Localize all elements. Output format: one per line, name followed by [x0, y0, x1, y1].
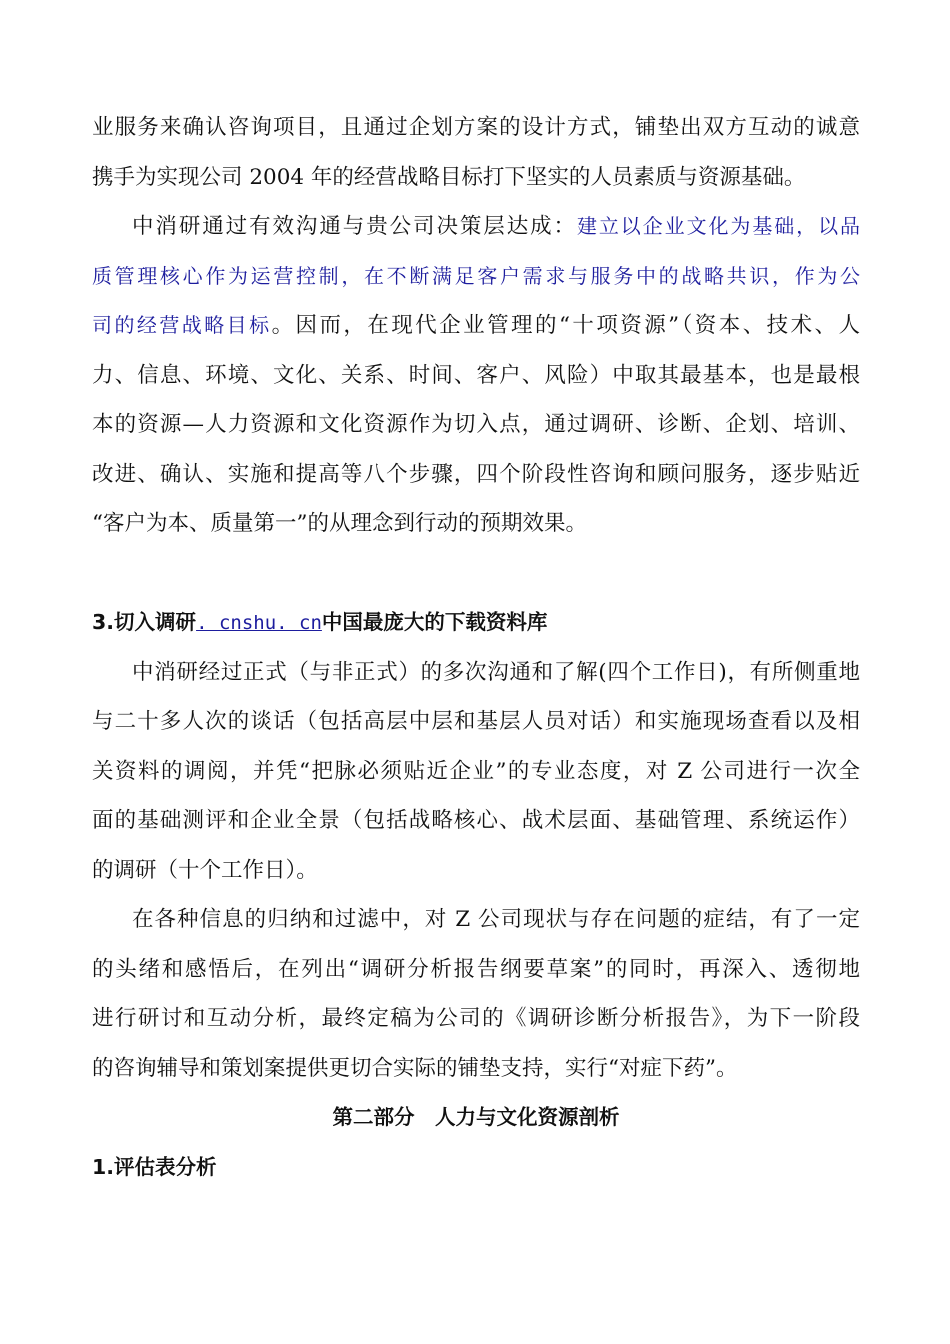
body-text-line: 进行研讨和互动分析，最终定稿为公司的《调研诊断分析报告》，为下一阶段 — [92, 1006, 860, 1031]
subsection-heading: 1.评估表分析 — [92, 1154, 217, 1179]
body-text-line: 携手为实现公司 2004 年的经营战略目标打下坚实的人员素质与资源基础。 — [92, 164, 806, 190]
body-text-line — [92, 301, 860, 351]
body-text: 。因而，在现代企业管理的“十项资源”（资本、技术、人 — [271, 313, 860, 338]
body-text-line: 力、信息、环境、文化、关系、时间、客户、风险）中取其最基本，也是最根 — [92, 362, 860, 388]
body-text-line: 中消研经过正式（与非正式）的多次沟通和了解(四个工作日)，有所侧重地 — [132, 659, 860, 685]
body-text-line: 关资料的调阅，并凭“把脉必须贴近企业”的专业态度，对 Z 公司进行一次全 — [92, 758, 860, 784]
body-text: 中消研通过有效沟通与贵公司决策层达成： — [132, 214, 577, 239]
body-text-line: “客户为本、质量第一”的从理念到行动的预期效果。 — [92, 511, 587, 536]
emphasis-text: 建立以企业文化为基础，以品 — [576, 214, 860, 238]
body-text-line: 的咨询辅导和策划案提供更切合实际的铺垫支持，实行“对症下药”。 — [92, 1055, 738, 1081]
emphasis-text: 司的经营战略目标 — [92, 313, 272, 337]
body-text-line: 业服务来确认咨询项目，且通过企划方案的设计方式，铺垫出双方互动的诚意 — [92, 115, 860, 140]
body-text-line — [92, 202, 860, 252]
emphasis-text-line: 质管理核心作为运营控制，在不断满足客户需求与服务中的战略共识，作为公 — [92, 263, 860, 288]
body-text-line: 本的资源—人力资源和文化资源作为切入点，通过调研、诊断、企划、培训、 — [92, 412, 860, 437]
blank-line — [92, 549, 860, 599]
body-text-line: 改进、确认、实施和提高等八个步骤，四个阶段性咨询和顾问服务，逐步贴近 — [92, 461, 860, 487]
body-text-line: 面的基础测评和企业全景（包括战略核心、战术层面、基础管理、系统运作） — [92, 808, 860, 833]
body-text-line: 的调研（十个工作日）。 — [92, 857, 318, 883]
section-heading-prefix: 3.切入调研 — [92, 610, 197, 634]
section-heading — [92, 598, 860, 648]
section-heading-suffix: 中国最庞大的下载资料库 — [321, 610, 548, 634]
body-text-line: 与二十多人次的谈话（包括高层中层和基层人员对话）和实施现场查看以及相 — [92, 709, 860, 734]
part-title: 第二部分 人力与文化资源剖析 — [332, 1105, 620, 1129]
document-page — [92, 103, 860, 1192]
site-link[interactable]: . cnshu. cn — [196, 612, 322, 634]
body-text-line: 在各种信息的归纳和过滤中，对 Z 公司现状与存在问题的症结，有了一定 — [132, 907, 860, 932]
body-text-line: 的头绪和感悟后，在列出“调研分析报告纲要草案”的同时，再深入、透彻地 — [92, 956, 860, 982]
